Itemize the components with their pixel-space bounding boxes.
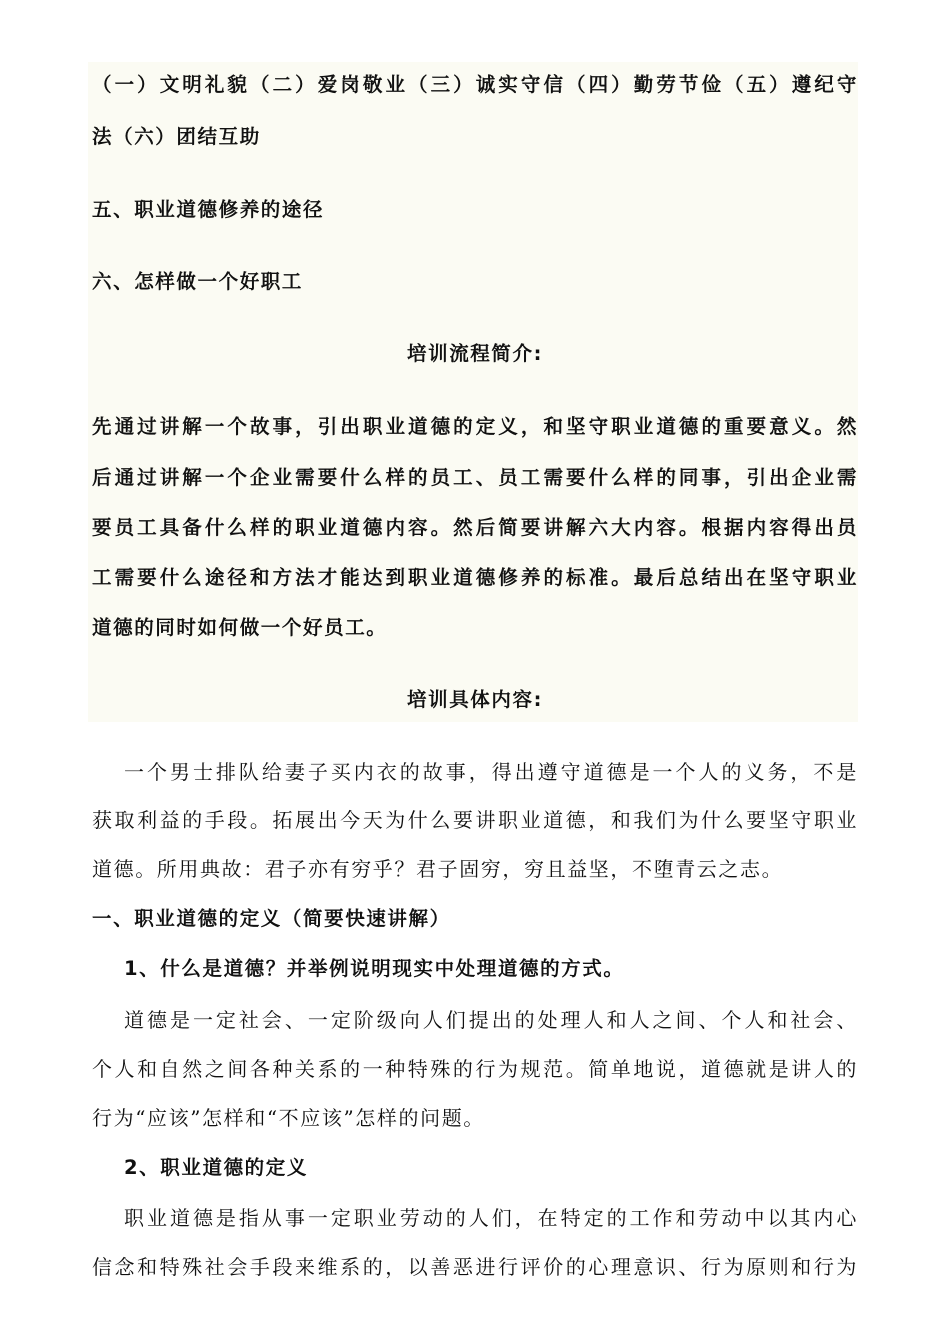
list-items-line-2: 法（六）团结互助	[92, 125, 261, 148]
heading-six: 六、怎样做一个好职工	[92, 270, 304, 293]
story-paragraph-line-2: 获取利益的手段。拓展出今天为什么要讲职业道德，和我们为什么要坚守职业	[92, 808, 858, 832]
story-paragraph-line-1: 一个男士排队给妻子买内衣的故事，得出遵守道德是一个人的义务，不是	[124, 760, 858, 784]
flow-paragraph-line-5: 道德的同时如何做一个好员工。	[92, 616, 388, 639]
morality-paragraph-line-3: 行为“应该”怎样和“不应该”怎样的问题。	[92, 1106, 485, 1130]
flow-paragraph-line-1: 先通过讲解一个故事，引出职业道德的定义，和坚守职业道德的重要意义。然	[92, 415, 858, 438]
heading-five: 五、职业道德修养的途径	[92, 198, 325, 221]
professional-paragraph-line-2: 信念和特殊社会手段来维系的，以善恶进行评价的心理意识、行为原则和行为	[92, 1255, 858, 1279]
morality-paragraph-line-1: 道德是一定社会、一定阶级向人们提出的处理人和人之间、个人和社会、	[124, 1008, 858, 1032]
flow-paragraph-line-3: 要员工具备什么样的职业道德内容。然后简要讲解六大内容。根据内容得出员	[92, 516, 858, 539]
flow-paragraph-line-4: 工需要什么途径和方法才能达到职业道德修养的标准。最后总结出在坚守职业	[92, 566, 858, 589]
professional-paragraph-line-1: 职业道德是指从事一定职业劳动的人们，在特定的工作和劳动中以其内心	[124, 1206, 858, 1230]
list-items-line-1: （一）文明礼貌（二）爱岗敬业（三）诚实守信（四）勤劳节俭（五）遵纪守	[92, 73, 858, 96]
flow-title: 培训流程简介:	[407, 342, 543, 365]
sub-two-heading: 2、职业道德的定义	[124, 1156, 308, 1179]
flow-paragraph-line-2: 后通过讲解一个企业需要什么样的员工、员工需要什么样的同事，引出企业需	[92, 466, 858, 489]
content-title: 培训具体内容:	[407, 688, 543, 711]
section-one-heading: 一、职业道德的定义（简要快速讲解）	[92, 907, 451, 930]
story-paragraph-line-3: 道德。所用典故：君子亦有穷乎？君子固穷，穷且益坚，不堕青云之志。	[92, 857, 784, 881]
morality-paragraph-line-2: 个人和自然之间各种关系的一种特殊的行为规范。简单地说，道德就是讲人的	[92, 1057, 858, 1081]
sub-one-heading: 1、什么是道德？并举例说明现实中处理道德的方式。	[124, 957, 625, 980]
